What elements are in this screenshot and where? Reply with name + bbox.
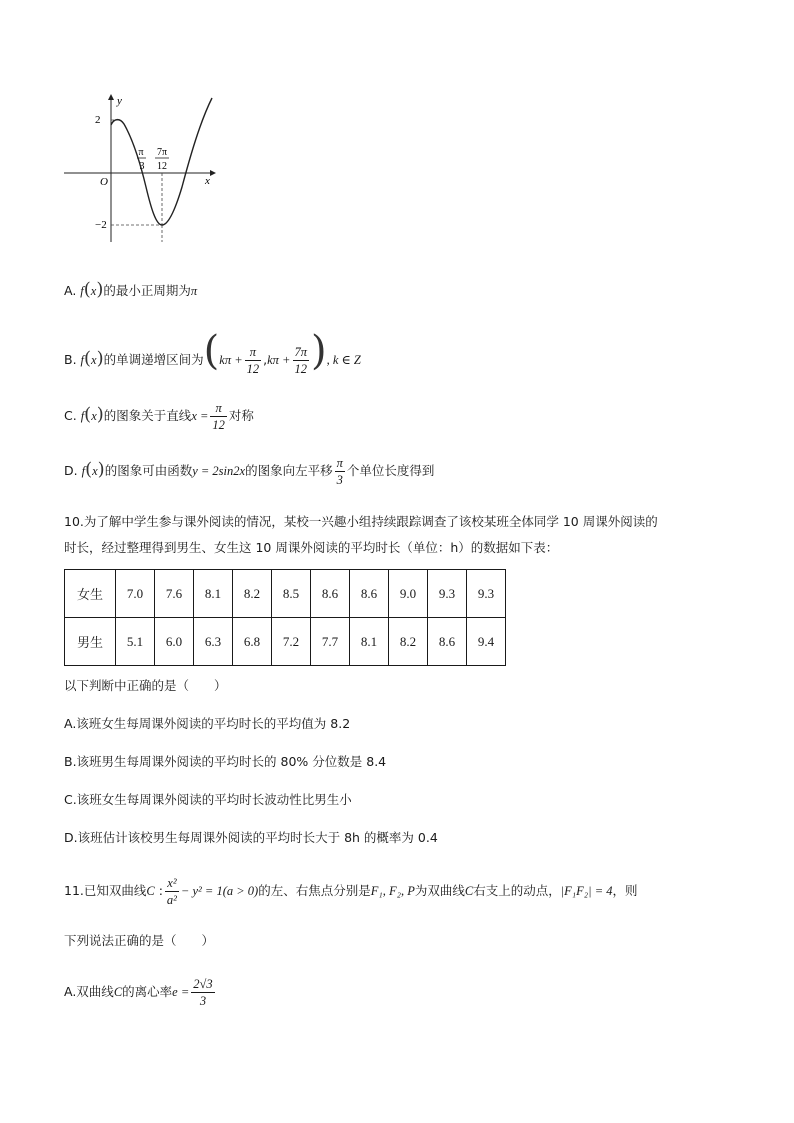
- table-cell: 8.1: [350, 618, 389, 666]
- q11-option-a: A.双曲线C的离心率e = $\frac{2√3}{3}$: [64, 977, 213, 1008]
- table-cell: 7.6: [155, 570, 194, 618]
- y-axis-label: y: [117, 95, 122, 107]
- tick2-num: 7π: [156, 147, 168, 158]
- q9-option-a: A. f(x)的最小正周期为π: [64, 279, 198, 300]
- q10-option-b: B.该班男生每周课外阅读的平均时长的 80% 分位数是 8.4: [64, 754, 387, 769]
- table-cell: 8.1: [194, 570, 233, 618]
- table-cell: 8.5: [272, 570, 311, 618]
- table-cell: 7.2: [272, 618, 311, 666]
- table-cell: 6.3: [194, 618, 233, 666]
- table-cell: 5.1: [116, 618, 155, 666]
- q9-option-d: D. f(x)的图象可由函数y = 2sin2x的图象向左平移 $\frac{\pi}{3}$ 个单位长度得到: [64, 456, 435, 487]
- origin-label: O: [100, 176, 108, 188]
- table-cell: 9.4: [467, 618, 506, 666]
- table-cell: 7.0: [116, 570, 155, 618]
- table-cell: 8.6: [350, 570, 389, 618]
- male-label: 男生: [65, 618, 116, 666]
- y-max-label: 2: [95, 114, 101, 126]
- tick2-den: 12: [157, 161, 167, 172]
- table-row: [65, 570, 506, 618]
- function-graph: [62, 92, 222, 247]
- table-cell: 8.6: [311, 570, 350, 618]
- q10-option-d: D.该班估计该校男生每周课外阅读的平均时长大于 8h 的概率为 0.4: [64, 830, 438, 845]
- table-cell: 9.3: [467, 570, 506, 618]
- reading-time-table: [64, 569, 506, 666]
- q10-stem-line2: 时长，经过整理得到男生、女生这 10 周课外阅读的平均时长（单位：h）的数据如下表：: [64, 540, 559, 555]
- female-label: 女生: [65, 570, 116, 618]
- q10-option-a: A.该班女生每周课外阅读的平均时长的平均值为 8.2: [64, 716, 351, 731]
- table-row: [65, 618, 506, 666]
- q9-option-b: B. f(x)的单调递增区间为(kπ + $\frac{\pi}{12}$ ,kπ + $\frac{7\pi}{12}$ ), k ∈ Z: [64, 328, 361, 376]
- q10-question: 以下判断中正确的是（ ）: [64, 678, 227, 693]
- table-cell: 6.8: [233, 618, 272, 666]
- y-min-label: −2: [95, 219, 107, 231]
- q11-stem-line2: 下列说法正确的是（ ）: [64, 933, 215, 948]
- table-cell: 8.2: [389, 618, 428, 666]
- q10-option-c: C.该班女生每周课外阅读的平均时长波动性比男生小: [64, 792, 352, 807]
- table-cell: 8.6: [428, 618, 467, 666]
- q9-option-c: C. f(x)的图象关于直线x = $\frac{\pi}{12}$ 对称: [64, 401, 254, 432]
- table-cell: 9.0: [389, 570, 428, 618]
- tick1-num: π: [138, 147, 144, 158]
- table-cell: 9.3: [428, 570, 467, 618]
- table-cell: 7.7: [311, 618, 350, 666]
- q11-stem-line1: 11.已知双曲线C : $\frac{\text{x²}}{\text{a²}}$ − y² = 1(a > 0)的左、右焦点分别是F₁, F₂, P为双曲线C右支上的动点，|F₁F₂| = 4，则: [64, 876, 638, 907]
- tick1-den: 3: [139, 161, 145, 172]
- x-axis-label: x: [205, 175, 210, 187]
- x-axis-arrow: [210, 170, 216, 176]
- q10-stem-line1: 10.为了解中学生参与课外阅读的情况，某校一兴趣小组持续跟踪调查了该校某班全体同学 10 周课外阅读的: [64, 514, 658, 529]
- table-cell: 6.0: [155, 618, 194, 666]
- table-cell: 8.2: [233, 570, 272, 618]
- y-axis-arrow: [108, 94, 114, 100]
